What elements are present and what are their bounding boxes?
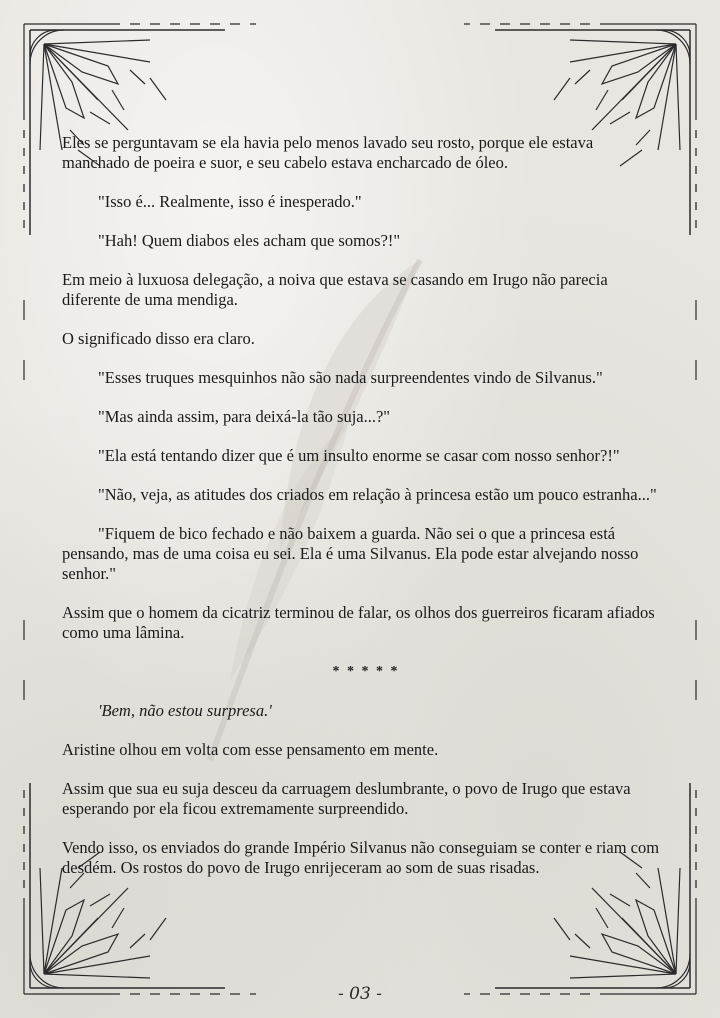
page-number: - 03 - [338, 984, 382, 1004]
paragraph: O significado disso era claro. [62, 329, 255, 348]
thought-line: 'Bem, não estou surpresa.' [98, 701, 272, 720]
dialogue-line: "Isso é... Realmente, isso é inesperado." [98, 192, 362, 211]
paragraph: Em meio à luxuosa delegação, a noiva que estava se casando em Irugo não parecia diferente de uma mendiga. [62, 270, 608, 309]
scene-divider: * * * * * [332, 664, 400, 679]
dialogue-line: "Não, veja, as atitudes dos criados em relação à princesa estão um pouco estranha..." [98, 485, 657, 504]
dialogue-line: "Esses truques mesquinhos não são nada surpreendentes vindo de Silvanus." [98, 368, 603, 387]
dialogue-line: "Mas ainda assim, para deixá-la tão suja...?" [98, 407, 391, 426]
dialogue-line: "Ela está tentando dizer que é um insulto enorme se casar com nosso senhor?!" [98, 446, 620, 465]
paragraph: Vendo isso, os enviados do grande Império Silvanus não conseguiam se conter e riam com desdém. Os rostos do povo de Irugo enrijeceram ao som de suas risadas. [62, 838, 660, 877]
dialogue-line: "Fiquem de bico fechado e não baixem a guarda. Não sei o que a princesa está pensando, mas de uma coisa eu sei. Ela é uma Silvanus. Ela pode estar alvejando nosso senhor." [62, 524, 639, 583]
paragraph: Assim que o homem da cicatriz terminou de falar, os olhos dos guerreiros ficaram afiados como uma lâmina. [62, 603, 655, 642]
paragraph: Aristine olhou em volta com esse pensamento em mente. [62, 740, 439, 759]
story-text [62, 133, 662, 897]
paragraph: Eles se perguntavam se ela havia pelo menos lavado seu rosto, porque ele estava manchado de poeira e suor, e seu cabelo estava encharcado de óleo. [62, 133, 594, 172]
paragraph: Assim que sua eu suja desceu da carruagem deslumbrante, o povo de Irugo que estava esperando por ela ficou extremamente surpreendido. [62, 779, 631, 818]
dialogue-line: "Hah! Quem diabos eles acham que somos?!" [98, 231, 401, 250]
